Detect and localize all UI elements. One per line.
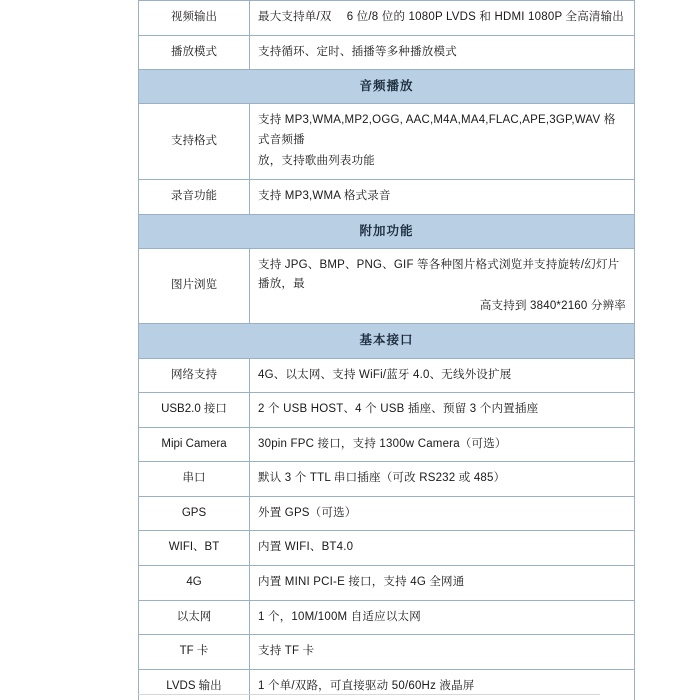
row-label: GPS [139,496,250,531]
table-row [139,565,635,600]
row-value [250,600,635,635]
table-row [139,531,635,566]
row-label: WIFI、BT [139,531,250,566]
table-row [139,635,635,670]
section-header-row [139,214,635,248]
value-line: 支持循环、定时、插播等多种播放模式 [258,45,457,58]
value-line: 最大支持单/双 6 位/8 位的 1080P LVDS 和 HDMI 1080P 全高清输出 [258,11,624,23]
value-line: 支持 TF 卡 [258,645,315,658]
row-label: 录音功能 [139,179,250,214]
specification-table [138,0,635,700]
row-value [250,179,635,214]
value-line: 1 个单/双路，可直接驱动 50/60Hz 液晶屏 [258,679,475,692]
table-row [139,179,635,214]
row-label: 以太网 [139,600,250,635]
table-row [139,427,635,462]
row-label: USB2.0 接口 [139,393,250,428]
section-title: 音频播放 [139,70,635,104]
table-row [139,600,635,635]
section-header-row [139,324,635,358]
value-line: 1 个，10M/100M 自适应以太网 [258,610,421,623]
row-value [250,462,635,497]
value-line: 内置 MINI PCI-E 接口，支持 4G 全网通 [258,575,465,588]
row-value [250,358,635,393]
table-row [139,393,635,428]
row-value [250,35,635,70]
table-row [139,462,635,497]
table-row [139,358,635,393]
row-label: 4G [139,565,250,600]
table-row [139,248,635,324]
value-line: 30pin FPC 接口，支持 1300w Camera（可选） [258,437,507,450]
value-line: 支持 MP3,WMA 格式录音 [258,189,391,202]
row-label: TF 卡 [139,635,250,670]
page-bottom-divider [138,694,600,695]
row-value [250,104,635,180]
value-line: 默认 3 个 TTL 串口插座（可改 RS232 或 485） [258,472,506,485]
row-value [250,393,635,428]
row-value [250,669,635,700]
row-value [250,531,635,566]
value-line: 外置 GPS（可选） [258,506,357,519]
row-value [250,1,635,36]
section-title: 基本接口 [139,324,635,358]
value-line: 高支持到 3840*2160 分辨率 [479,299,626,312]
row-value [250,427,635,462]
row-value [250,496,635,531]
row-label: LVDS 输出 [139,669,250,700]
table-body [139,1,635,700]
value-line: 4G、以太网、支持 WiFi/蓝牙 4.0、无线外设扩展 [258,368,512,381]
table-row [139,496,635,531]
table-row [139,1,635,36]
table-row [139,35,635,70]
row-label: Mipi Camera [139,427,250,462]
row-label: 图片浏览 [139,248,250,324]
row-label: 播放模式 [139,35,250,70]
value-line: 支持 JPG、BMP、PNG、GIF 等各种图片格式浏览并支持旋转/幻灯片播放，最 [258,258,620,291]
row-label: 串口 [139,462,250,497]
section-header-row [139,70,635,104]
row-label: 视频输出 [139,1,250,36]
section-title: 附加功能 [139,214,635,248]
value-line: 支持 MP3,WMA,MP2,OGG, AAC,M4A,MA4,FLAC,APE,3GP,WAV 格式音频播 [258,114,616,146]
row-label: 网络支持 [139,358,250,393]
row-value [250,565,635,600]
value-line: 放，支持歌曲列表功能 [258,155,375,168]
value-line: 2 个 USB HOST、4 个 USB 插座、预留 3 个内置插座 [258,403,539,416]
value-line: 内置 WIFI、BT4.0 [258,541,354,554]
table-row [139,669,635,700]
row-label: 支持格式 [139,104,250,180]
table-row [139,104,635,180]
row-value [250,248,635,324]
row-value [250,635,635,670]
